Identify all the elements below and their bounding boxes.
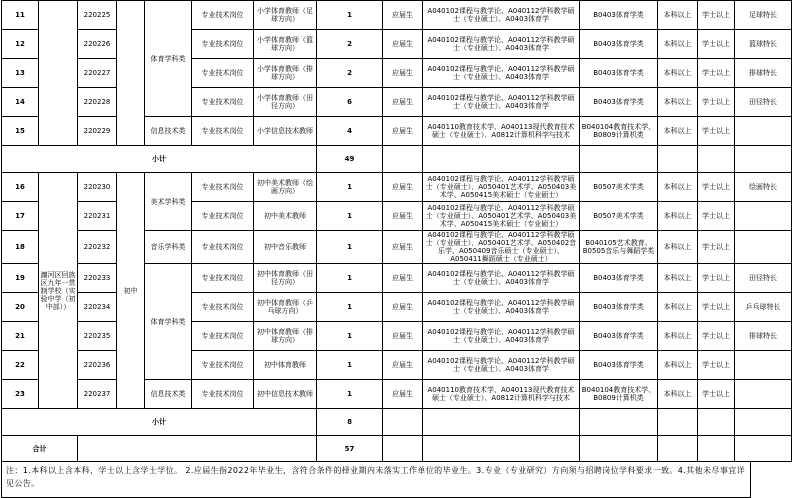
unit-cell-upper [39, 1, 78, 146]
edu-req: 本科以上 [658, 293, 698, 322]
post-code: 220228 [78, 88, 117, 117]
other-req [735, 117, 792, 146]
row-no: 15 [2, 117, 39, 146]
grad-majors: A040102课程与教学论、A040112学科教学硕士（专业硕士）、A0403体育学 [423, 88, 580, 117]
post-name: 初中体育教师 [254, 351, 317, 380]
empty-cell [735, 409, 792, 436]
post-name: 小学体育教师（田径方向） [254, 88, 317, 117]
post-kind: 专业技术岗位 [192, 380, 254, 409]
degree-req: 学士以上 [698, 231, 735, 264]
undergrad-majors: B0403体育学类 [580, 351, 658, 380]
row-no: 21 [2, 322, 39, 351]
grad-majors: A040102课程与教学论、A040112学科教学硕士（专业硕士）、A0403体育学 [423, 1, 580, 30]
subtotal-count: 49 [317, 146, 383, 173]
post-name: 初中体育教师（田径方向） [254, 264, 317, 293]
post-code: 220231 [78, 202, 117, 231]
degree-req: 学士以上 [698, 59, 735, 88]
grad-type: 应届生 [383, 293, 423, 322]
post-code: 220235 [78, 322, 117, 351]
row-no: 18 [2, 231, 39, 264]
post-kind: 专业技术岗位 [192, 30, 254, 59]
hire-count: 2 [317, 59, 383, 88]
hire-count: 1 [317, 202, 383, 231]
other-req: 乒乓球特长 [735, 293, 792, 322]
post-kind: 专业技术岗位 [192, 1, 254, 30]
table-row [2, 1, 792, 30]
grad-majors: A040110教育技术学、A040113现代教育技术硕士（专业硕士）、A0812计算机科学与技术 [423, 117, 580, 146]
post-kind: 专业技术岗位 [192, 173, 254, 202]
edu-req: 本科以上 [658, 88, 698, 117]
degree-req: 学士以上 [698, 1, 735, 30]
degree-req: 学士以上 [698, 117, 735, 146]
subject-art: 美术学科类 [145, 173, 192, 231]
hire-count: 1 [317, 322, 383, 351]
undergrad-majors: B0403体育学类 [580, 293, 658, 322]
row-no: 16 [2, 173, 39, 202]
undergrad-majors: B040104教育技术学、B0809计算机类 [580, 117, 658, 146]
grad-type: 应届生 [383, 30, 423, 59]
subject-sports: 体育学科类 [145, 1, 192, 117]
post-kind: 专业技术岗位 [192, 351, 254, 380]
row-no: 17 [2, 202, 39, 231]
row-no: 22 [2, 351, 39, 380]
empty-cell [78, 436, 317, 462]
subtotal-row [2, 146, 792, 173]
subject-music: 音乐学科类 [145, 231, 192, 264]
row-no: 19 [2, 264, 39, 293]
other-req [735, 202, 792, 231]
other-req: 篮球特长 [735, 30, 792, 59]
other-req: 足球特长 [735, 1, 792, 30]
grad-type: 应届生 [383, 202, 423, 231]
post-code: 220227 [78, 59, 117, 88]
empty-cell [698, 436, 735, 462]
grad-type: 应届生 [383, 380, 423, 409]
total-label: 合计 [2, 436, 78, 462]
degree-req: 学士以上 [698, 30, 735, 59]
undergrad-majors: B0507美术学类 [580, 202, 658, 231]
empty-cell [658, 146, 698, 173]
post-kind: 专业技术岗位 [192, 293, 254, 322]
post-code: 220226 [78, 30, 117, 59]
post-name: 小学信息技术教师 [254, 117, 317, 146]
grad-majors: A040102课程与教学论、A040112学科教学硕士（专业硕士）、A0403体育学 [423, 59, 580, 88]
other-req: 排球特长 [735, 322, 792, 351]
empty-cell [698, 146, 735, 173]
subject-info-2: 信息技术类 [145, 380, 192, 409]
post-kind: 专业技术岗位 [192, 117, 254, 146]
empty-cell [423, 409, 580, 436]
empty-cell [383, 436, 423, 462]
subtotal-row [2, 409, 792, 436]
subtotal-count: 8 [317, 409, 383, 436]
undergrad-majors: B0403体育学类 [580, 88, 658, 117]
undergrad-majors: B0403体育学类 [580, 30, 658, 59]
grad-majors: A040102课程与教学论、A040112学科教学硕士（专业硕士）、A0403体育学 [423, 30, 580, 59]
grad-type: 应届生 [383, 1, 423, 30]
other-req [735, 231, 792, 264]
footnote: 注：1.本科以上含本科，学士以上含学士学位。 2.应届生指2022年毕业生，含符合条件的择业期内未落实工作单位的毕业生。3.专业（专业研究）方向须与招聘岗位学科要求一致。4.其他未尽事宜详见公告。 [1, 461, 751, 498]
hire-count: 1 [317, 231, 383, 264]
undergrad-majors: B040104教育技术学、B0809计算机类 [580, 380, 658, 409]
subtotal-label: 小计 [2, 146, 317, 173]
empty-cell [383, 146, 423, 173]
degree-req: 学士以上 [698, 264, 735, 293]
edu-req: 本科以上 [658, 59, 698, 88]
undergrad-majors: B0507美术学类 [580, 173, 658, 202]
level-cell-upper [117, 1, 145, 146]
undergrad-majors: B0403体育学类 [580, 59, 658, 88]
hire-count: 1 [317, 351, 383, 380]
post-code: 220225 [78, 1, 117, 30]
grad-majors: A040102课程与教学论、A040112学科教学硕士（专业硕士）、A0403体育学 [423, 322, 580, 351]
post-name: 初中美术教师（绘画方向） [254, 173, 317, 202]
degree-req: 学士以上 [698, 173, 735, 202]
subtotal-label: 小计 [2, 409, 317, 436]
empty-cell [735, 146, 792, 173]
empty-cell [383, 409, 423, 436]
edu-req: 本科以上 [658, 231, 698, 264]
grad-type: 应届生 [383, 88, 423, 117]
empty-cell [735, 436, 792, 462]
grad-majors: A040110教育技术学、A040113现代教育技术硕士（专业硕士）、A0812计算机科学与技术 [423, 380, 580, 409]
post-kind: 专业技术岗位 [192, 322, 254, 351]
grad-majors: A040102课程与教学论、A040112学科教学硕士（专业硕士）、A050401艺术学、A050402音乐学、A050409音乐硕士（专业硕士）、A050411舞蹈硕士（专业硕士） [423, 231, 580, 264]
degree-req: 学士以上 [698, 380, 735, 409]
grad-type: 应届生 [383, 322, 423, 351]
grad-type: 应届生 [383, 59, 423, 88]
edu-req: 本科以上 [658, 380, 698, 409]
degree-req: 学士以上 [698, 293, 735, 322]
subject-info: 信息技术类 [145, 117, 192, 146]
other-req [735, 380, 792, 409]
table-row [2, 173, 792, 202]
row-no: 13 [2, 59, 39, 88]
empty-cell [580, 409, 658, 436]
row-no: 12 [2, 30, 39, 59]
grad-majors: A040102课程与教学论、A040112学科教学硕士（专业硕士）、A050401艺术学、A050403美术学、A050415美术硕士（专业硕士） [423, 202, 580, 231]
post-name: 初中美术教师 [254, 202, 317, 231]
empty-cell [698, 409, 735, 436]
row-no: 20 [2, 293, 39, 322]
recruitment-table [1, 0, 792, 462]
total-count: 57 [317, 436, 383, 462]
edu-req: 本科以上 [658, 1, 698, 30]
post-code: 220232 [78, 231, 117, 264]
hire-count: 6 [317, 88, 383, 117]
hire-count: 1 [317, 1, 383, 30]
edu-req: 本科以上 [658, 117, 698, 146]
empty-cell [580, 146, 658, 173]
degree-req: 学士以上 [698, 322, 735, 351]
post-name: 初中体育教师（乒乓球方向） [254, 293, 317, 322]
post-code: 220233 [78, 264, 117, 293]
post-code: 220234 [78, 293, 117, 322]
undergrad-majors: B040105艺术教育、B0505音乐与舞蹈学类 [580, 231, 658, 264]
hire-count: 2 [317, 30, 383, 59]
subject-sports-2: 体育学科类 [145, 264, 192, 380]
edu-req: 本科以上 [658, 202, 698, 231]
other-req: 田径特长 [735, 264, 792, 293]
edu-req: 本科以上 [658, 351, 698, 380]
grad-majors: A040102课程与教学论、A040112学科教学硕士（专业硕士）、A0403体育学 [423, 293, 580, 322]
unit-name: 瀍河区回族区九年一贯制学校（实验中学（初中部）） [39, 173, 78, 409]
edu-req: 本科以上 [658, 264, 698, 293]
post-kind: 专业技术岗位 [192, 264, 254, 293]
empty-cell [658, 409, 698, 436]
grad-type: 应届生 [383, 231, 423, 264]
grad-majors: A040102课程与教学论、A040112学科教学硕士（专业硕士）、A0403体育学 [423, 264, 580, 293]
post-kind: 专业技术岗位 [192, 231, 254, 264]
post-kind: 专业技术岗位 [192, 88, 254, 117]
edu-req: 本科以上 [658, 30, 698, 59]
grad-majors: A040102课程与教学论、A040112学科教学硕士（专业硕士）、A0403体育学 [423, 351, 580, 380]
post-code: 220230 [78, 173, 117, 202]
hire-count: 1 [317, 293, 383, 322]
other-req: 绘画特长 [735, 173, 792, 202]
undergrad-majors: B0403体育学类 [580, 322, 658, 351]
post-code: 220229 [78, 117, 117, 146]
post-code: 220236 [78, 351, 117, 380]
grad-type: 应届生 [383, 117, 423, 146]
post-name: 初中体育教师（排球方向） [254, 322, 317, 351]
total-row [2, 436, 792, 462]
other-req [735, 351, 792, 380]
undergrad-majors: B0403体育学类 [580, 264, 658, 293]
grad-type: 应届生 [383, 264, 423, 293]
post-name: 初中信息技术教师 [254, 380, 317, 409]
row-no: 14 [2, 88, 39, 117]
degree-req: 学士以上 [698, 88, 735, 117]
edu-req: 本科以上 [658, 173, 698, 202]
grad-majors: A040102课程与教学论、A040112学科教学硕士（专业硕士）、A050401艺术学、A050403美术学、A050415美术硕士（专业硕士） [423, 173, 580, 202]
post-kind: 专业技术岗位 [192, 59, 254, 88]
row-no: 23 [2, 380, 39, 409]
hire-count: 4 [317, 117, 383, 146]
post-kind: 专业技术岗位 [192, 202, 254, 231]
empty-cell [580, 436, 658, 462]
empty-cell [423, 436, 580, 462]
edu-req: 本科以上 [658, 322, 698, 351]
other-req: 田径特长 [735, 88, 792, 117]
row-no: 11 [2, 1, 39, 30]
degree-req: 学士以上 [698, 351, 735, 380]
undergrad-majors: B0403体育学类 [580, 1, 658, 30]
degree-req: 学士以上 [698, 202, 735, 231]
hire-count: 1 [317, 264, 383, 293]
grad-type: 应届生 [383, 351, 423, 380]
other-req: 排球特长 [735, 59, 792, 88]
level: 初中 [117, 173, 145, 409]
empty-cell [658, 436, 698, 462]
empty-cell [423, 146, 580, 173]
grad-type: 应届生 [383, 173, 423, 202]
post-name: 初中音乐教师 [254, 231, 317, 264]
post-name: 小学体育教师（排球方向） [254, 59, 317, 88]
hire-count: 1 [317, 380, 383, 409]
hire-count: 1 [317, 173, 383, 202]
post-code: 220237 [78, 380, 117, 409]
post-name: 小学体育教师（篮球方向） [254, 30, 317, 59]
post-name: 小学体育教师（足球方向） [254, 1, 317, 30]
